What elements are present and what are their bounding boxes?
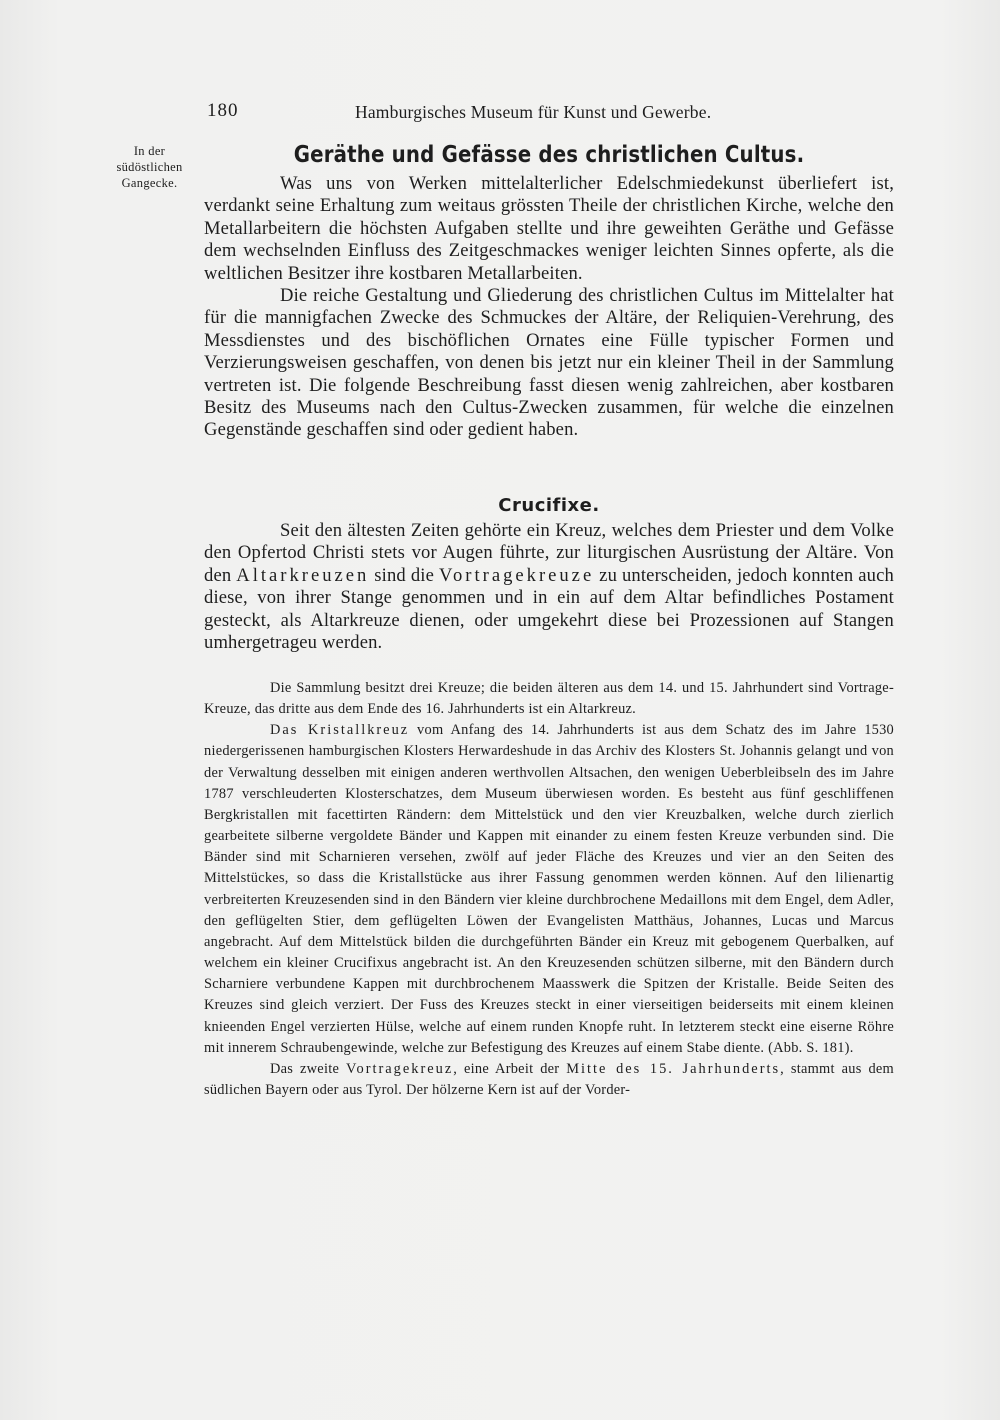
paragraph: Die reiche Gestaltung und Gliederung des christlichen Cultus im Mittelalter hat für die mannigfachen Zwecke des Schmuckes der Altäre, der Reliquien-Verehrung, des Messdienstes und des bischöflichen Ornates eine Fülle typischer Formen und Verzierungsweisen geschaffen, von denen bis jetzt nur ein kleiner Theil in der Sammlung vertreten ist. Die folgende Beschreibung fasst diesen wenig zahlreichen, aber kostbaren Besitz des Museums nach den Cultus-Zwecken zusammen, für welche die einzelnen Gegenstände geschaffen sind oder gedient haben.: [204, 285, 894, 441]
paragraph: [204, 720, 894, 1059]
spaced-term: Das Kristallkreuz: [270, 722, 410, 739]
margin-note-line: Gangecke.: [121, 176, 178, 190]
spaced-term: Altarkreuzen: [236, 564, 370, 586]
section-body: [204, 173, 894, 442]
text-run: Seit den ältesten Zeiten gehörte ein Kreuz, welches dem Priester und dem Volke den Opfertod Christi stets vor Augen führte, zur liturgischen Ausrüstung der Altäre. Von den: [204, 520, 894, 586]
paragraph: Die Sammlung besitzt drei Kreuze; die beiden älteren aus dem 14. und 15. Jahrhundert sind Vortrage-Kreuze, das dritte aus dem Ende des 16. Jahrhunderts ist ein Altarkreuz.: [204, 680, 894, 718]
running-head: [205, 100, 895, 128]
spaced-term: Mitte des 15. Jahrhunderts: [566, 1060, 781, 1077]
text-run: zu unterscheiden, jedoch konnten auch diese, von ihrer Stange genommen und in ein auf dem Altar befindliches Postament gesteckt, als Altarkreuze dienen, oder umgekehrt diese bei Prozessionen auf Stangen umhergetrageu werden.: [204, 564, 894, 654]
spaced-term: Vortragekreuz: [345, 1060, 454, 1077]
spaced-term: Vortragekreuze: [438, 564, 595, 586]
subsection-details: [204, 678, 894, 1101]
paragraph: Was uns von Werken mittelalterlicher Edelschmiedekunst überliefert ist, verdankt seine Erhaltung zum weitaus grössten Theile der christlichen Kirche, welche den Metallarbeitern die höchsten Aufgaben stellte und ihre geweihten Geräthe und Gefässe dem wechselnden Einfluss des Zeitgeschmackes weniger leichten Sinnes opferte, als die weltlichen Besitzer ihre kostbaren Metallarbeiten.: [204, 173, 894, 284]
text-run: vom Anfang des 14. Jahrhunderts ist aus dem Schatz des im Jahre 1530 niedergerissenen hamburgischen Klosters Herwardeshude in das Archiv des Klosters St. Johannis gelangt und von der Verwaltung desselben mit einigen anderen werthvollen Altsachen, den wenigen Ueberbleibseln des im Jahre 1787 verschleuderten Klosterschatzes, dem Museum überwiesen worden. Es besteht aus fünf geschliffenen Bergkristallen mit facettirten Rändern: dem Mittelstück und den vier Kreuzbalken, welche durch zierlich gearbeitete silberne vergoldete Bänder und Kappen mit einander zu einem festen Kreuze verbunden sind. Die Bänder sind mit Scharnieren versehen, zwölf auf jeder Fläche des Kreuzes und vier an den Seiten des Mittelstückes, so dass die Kristallstücke aus ihrer Fassung genommen werden können. Auf den lilienartig verbreiterten Kreuzesenden sind in den Bändern vier kleine durchbrochene Medaillons mit dem Engel, dem Adler, den geflügelten Stier, dem geflügelten Löwen der Evangelisten Matthäus, Johannes, Lucas und Marcus angebracht. Auf dem Mittelstück bilden die durchgeführten Bänder ein Kreuz mit gebogenem Querbalken, auf welchem ein kleiner Crucifixus angebracht ist. An den Kreuzesenden schützen silberne, mit den Bändern durch Scharniere verbundene Kappen mit durchbrochenem Maasswerk die Spitzen der Kristalle. Beide Seiten des Kreuzes sind gleich verziert. Der Fuss des Kreuzes steckt in einer vierseitigen beiderseits mit einem kleinen knieenden Engel verzierten Hülse, welche auf einem runden Knopfe ruht. In letzterem steckt eine eiserne Röhre mit innerem Schraubengewinde, welche zur Befestigung des Kreuzes auf einem Stabe diente. (Abb. S. 181).: [204, 722, 894, 1056]
page-number: 180: [207, 100, 239, 121]
subsection-title: Crucifixe.: [498, 495, 600, 516]
text-run: Das zweite: [270, 1060, 346, 1077]
paragraph: [204, 520, 894, 654]
paragraph: [204, 1059, 894, 1101]
text-run: , eine Arbeit der: [453, 1060, 567, 1077]
text-run: , stammt aus dem südlichen Bayern oder aus Tyrol. Der hölzerne Kern ist auf der Vorder-: [204, 1060, 894, 1098]
section-title: Geräthe und Gefässe des christlichen Cultus.: [293, 142, 805, 168]
subsection-intro: [204, 520, 894, 654]
margin-note-line: südöstlichen: [116, 160, 183, 174]
running-title: Hamburgisches Museum für Kunst und Gewerbe.: [355, 102, 712, 122]
text-run: sind die: [369, 564, 439, 586]
margin-note: [92, 143, 207, 191]
margin-note-line: In der: [133, 144, 166, 158]
